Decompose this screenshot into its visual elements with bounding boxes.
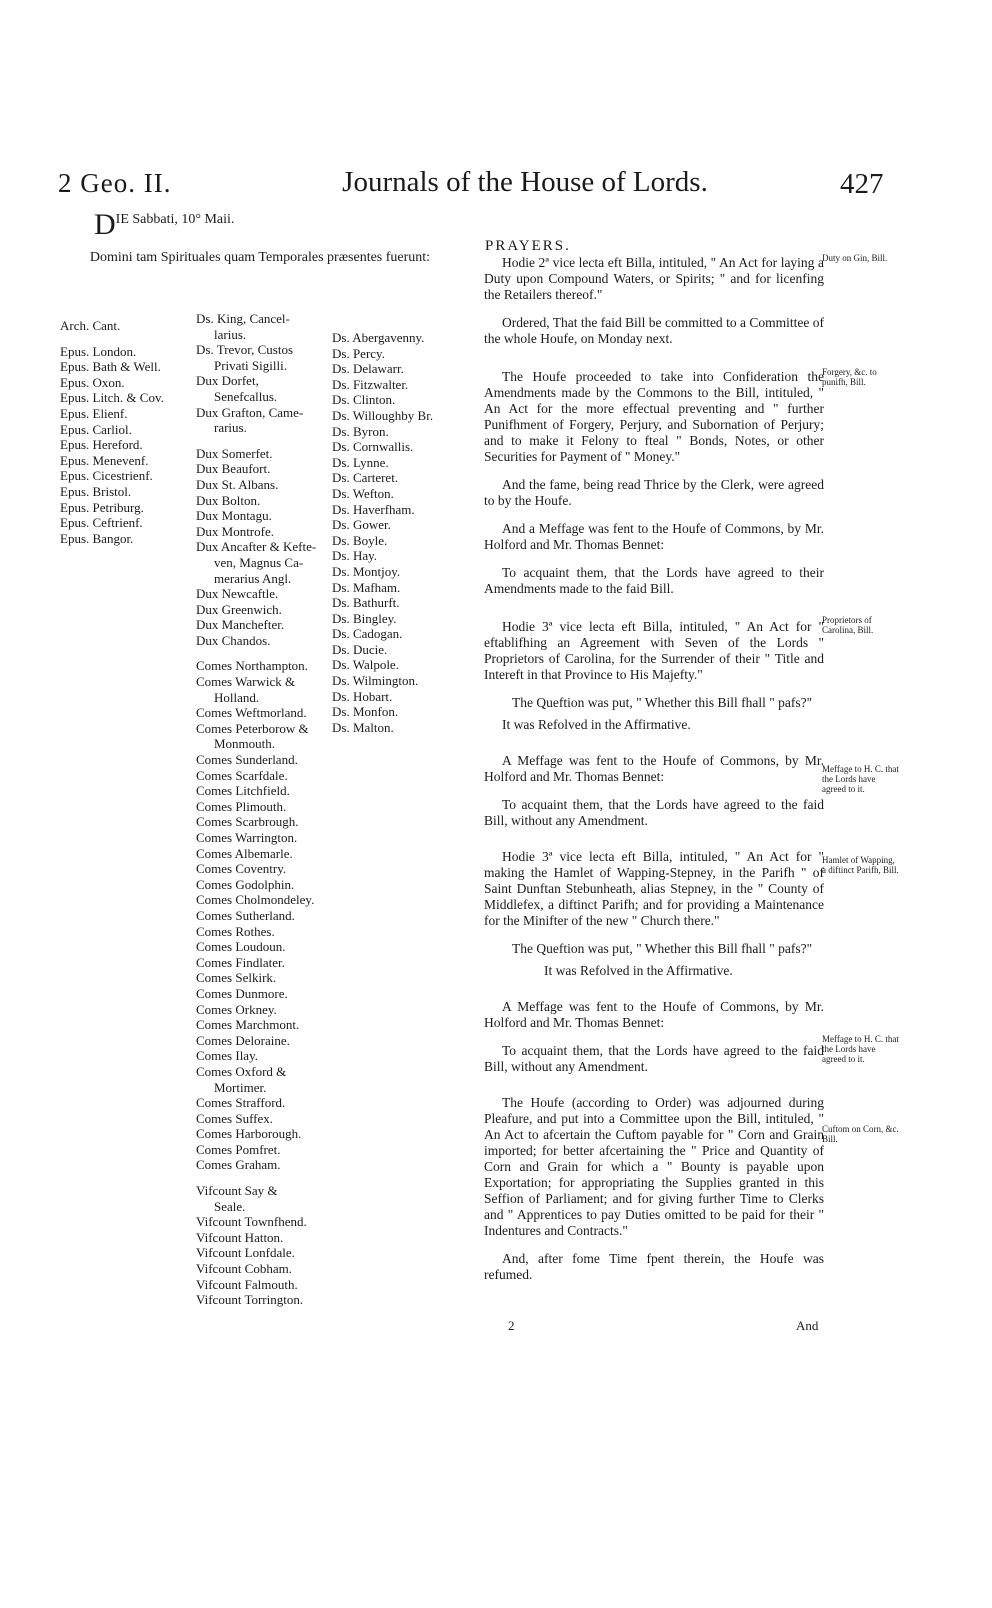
attendee-entry: Comes Cholmondeley. xyxy=(196,892,315,908)
entry-paragraph: To acquaint them, that the Lords have agreed to the faid Bill, without any Amendment. xyxy=(484,1043,824,1074)
attendee-entry: Comes Northampton. xyxy=(196,658,308,674)
attendee-entry: Comes Warwick & xyxy=(196,674,296,690)
entry-paragraph: And a Meffage was fent to the Houfe of Commons, by Mr. Holford and Mr. Thomas Bennet: xyxy=(484,521,824,552)
attendee-entry: larius. xyxy=(214,326,247,342)
attendee-entry: Ds. Carteret. xyxy=(332,470,399,486)
attendee-entry: Comes Plimouth. xyxy=(196,798,287,814)
entry-paragraph: To acquaint them, that the Lords have agreed to the faid Bill, without any Amendment. xyxy=(484,797,824,828)
attendee-entry: Comes Litchfield. xyxy=(196,783,290,799)
attendee-entry: Dux Ancafter & Kefte- xyxy=(196,539,317,555)
attendee-entry: Arch. Cant. xyxy=(60,318,121,333)
attendee-entry: Ds. Trevor, Custos xyxy=(196,342,294,358)
resolution-line: It was Refolved in the Affirmative. xyxy=(544,963,733,978)
attendee-entry: Ds. Mafham. xyxy=(332,579,401,595)
attendee-entry: Ds. Walpole. xyxy=(332,657,399,673)
attendee-entry: Dux Dorfet, xyxy=(196,373,259,389)
attendee-entry: Ds. Malton. xyxy=(332,719,394,735)
attendee-entry: Monmouth. xyxy=(214,736,276,752)
margin-note: Proprietors of Carolina, Bill. xyxy=(822,615,874,635)
attendee-entry: merarius Angl. xyxy=(214,570,292,586)
attendee-entry: Dux Manchefter. xyxy=(196,617,285,633)
attendee-entry: Comes Albemarle. xyxy=(196,845,293,861)
attendee-entry: Ds. Lynne. xyxy=(332,454,389,470)
attendee-entry: Mortimer. xyxy=(214,1079,267,1095)
attendee-entry: Epus. Elienf. xyxy=(60,405,128,421)
attendee-entry: Comes Coventry. xyxy=(196,861,287,877)
list-spacer xyxy=(60,334,200,344)
sitting-date-text: IE Sabbati, 10° Maii. xyxy=(115,212,235,227)
attendee-entry: Comes Strafford. xyxy=(196,1095,286,1111)
attendee-entry: Vifcount Lonfdale. xyxy=(196,1245,295,1261)
attendee-entry: Vifcount Townfhend. xyxy=(196,1214,307,1230)
attendee-entry: Seale. xyxy=(214,1198,246,1214)
attendee-entry: Comes Graham. xyxy=(196,1157,281,1173)
list-spacer xyxy=(196,648,336,658)
attendee-entry: Vifcount Say & xyxy=(196,1183,278,1199)
attendee-entry: Comes Sunderland. xyxy=(196,752,298,768)
margin-note: Meffage to H. C. that the Lords have agreed to it. xyxy=(822,764,899,794)
attendee-entry: Ds. Hobart. xyxy=(332,688,393,704)
margin-note: Hamlet of Wapping, a diftinct Parifh, Bill. xyxy=(822,855,899,875)
attendee-entry: Epus. Petriburg. xyxy=(60,499,144,515)
attendee-entry: Ds. Bathurft. xyxy=(332,595,400,611)
attendee-entry: Comes Harborough. xyxy=(196,1126,302,1142)
attendee-entry: Dux Chandos. xyxy=(196,632,271,648)
attendee-entry: Ds. Delawarr. xyxy=(332,361,404,377)
attendee-entry: Vifcount Cobham. xyxy=(196,1261,292,1277)
margin-note: Forgery, &c. to punifh, Bill. xyxy=(822,367,877,387)
attendee-entry: Comes Marchmont. xyxy=(196,1017,300,1033)
resolution-line: It was Refolved in the Affirmative. xyxy=(502,717,691,732)
attendee-entry: Comes Weftmorland. xyxy=(196,705,307,721)
attendee-entry: Dux Montagu. xyxy=(196,508,272,524)
attendance-column-barons xyxy=(332,330,472,735)
attendee-entry: Epus. Carliol. xyxy=(60,421,132,437)
sitting-date xyxy=(94,208,235,241)
journal-entries xyxy=(484,255,824,1295)
question-line: The Queftion was put, " Whether this Bill fhall " pafs?" xyxy=(512,941,813,956)
attendee-entry: Comes Scarbrough. xyxy=(196,814,299,830)
attendance-column-bishops xyxy=(60,318,200,546)
question-line: The Queftion was put, " Whether this Bill fhall " pafs?" xyxy=(512,695,813,710)
attendee-entry: Ds. Wilmington. xyxy=(332,673,419,689)
attendee-entry: Dux Beaufort. xyxy=(196,461,271,477)
entry-paragraph: To acquaint them, that the Lords have agreed to their Amendments made to the faid Bill. xyxy=(484,565,824,596)
attendee-entry: Ds. Fitzwalter. xyxy=(332,376,409,392)
attendee-entry: Epus. Cicestrienf. xyxy=(60,468,153,484)
attendee-entry: Ds. Wefton. xyxy=(332,485,394,501)
attendee-entry: Epus. Hereford. xyxy=(60,437,143,453)
catchword: And xyxy=(796,1318,819,1333)
attendee-entry: Ds. Willoughby Br. xyxy=(332,407,434,423)
attendee-entry: Comes Pomfret. xyxy=(196,1141,281,1157)
attendee-entry: Ds. King, Cancel- xyxy=(196,311,290,326)
attendee-entry: Comes Warrington. xyxy=(196,830,298,845)
attendee-entry: Vifcount Torrington. xyxy=(196,1292,304,1308)
attendee-entry: Ds. Monfon. xyxy=(332,704,399,720)
attendee-entry: Holland. xyxy=(214,689,260,705)
attendee-entry: Vifcount Hatton. xyxy=(196,1229,284,1245)
margin-note: Duty on Gin, Bill. xyxy=(822,253,888,263)
attendee-entry: Comes Rothes. xyxy=(196,923,275,939)
attendee-entry: Comes Dunmore. xyxy=(196,985,288,1001)
attendee-entry: Comes Orkney. xyxy=(196,1001,277,1017)
attendee-entry: Ds. Percy. xyxy=(332,345,385,361)
attendee-entry: Comes Deloraine. xyxy=(196,1032,290,1048)
entry-paragraph: The Houfe (according to Order) was adjourned during Pleafure, and put into a Committee upon the Bill, intituled, " An Act to afcertain the Cuftom payable for " Corn and Grain imported; for better afcertaining the " Price and Quantity of Corn and Grain for which a " Bounty is payable upon Exportation; for appropriating the Supplies granted in this Seffion of Parliament; and for giving further Time to Clerks and " Apprentices to pay Duties omitted to be paid for their " Indentures and Contracts." xyxy=(484,1095,824,1238)
running-head-title: Journals of the House of Lords. xyxy=(342,166,708,198)
attendee-entry: Epus. London. xyxy=(60,343,137,359)
attendee-entry: Dux St. Albans. xyxy=(196,476,279,492)
entry-paragraph: Hodie 3ª vice lecta eft Billa, intituled, " An Act for " eftablifhing an Agreement with Seven of the Lords " Proprietors of Carolina, for the Surrender of their " Title and Intereft in that Province to His Majefty." xyxy=(484,619,824,682)
running-head-regnal-year: 2 Geo. II. xyxy=(58,168,172,198)
list-spacer xyxy=(196,436,336,446)
attendee-entry: Ds. Clinton. xyxy=(332,392,396,408)
attendee-entry: Dux Somerfet. xyxy=(196,445,273,461)
attendee-entry: Comes Scarfdale. xyxy=(196,767,288,783)
entry-paragraph: Ordered, That the faid Bill be committed to a Committee of the whole Houfe, on Monday next. xyxy=(484,315,824,346)
attendee-entry: Dux Newcaftle. xyxy=(196,586,279,602)
attendee-entry: Senefcallus. xyxy=(214,388,278,404)
attendee-entry: ven, Magnus Ca- xyxy=(214,554,304,570)
attendee-entry: Epus. Oxon. xyxy=(60,374,125,390)
attendee-entry: Comes Peterborow & xyxy=(196,720,309,736)
attendance-column-peers xyxy=(196,311,336,1308)
attendee-entry: Ds. Montjoy. xyxy=(332,563,401,579)
attendee-entry: Ds. Haverfham. xyxy=(332,501,415,517)
attendee-entry: Epus. Bristol. xyxy=(60,483,132,499)
attendee-entry: Ds. Boyle. xyxy=(332,532,388,548)
attendee-entry: Ds. Ducie. xyxy=(332,641,388,657)
attendee-entry: rarius. xyxy=(214,420,247,436)
attendee-entry: Comes Findlater. xyxy=(196,954,285,970)
attendee-entry: Vifcount Falmouth. xyxy=(196,1276,298,1292)
attendee-entry: Epus. Menevenf. xyxy=(60,452,149,468)
attendee-entry: Dux Montrofe. xyxy=(196,523,274,539)
attendee-entry: Epus. Litch. & Cov. xyxy=(60,390,164,406)
attendee-entry: Epus. Ceftrienf. xyxy=(60,515,143,531)
drop-cap: D xyxy=(94,208,116,241)
attendee-entry: Ds. Byron. xyxy=(332,423,389,439)
attendee-entry: Ds. Abergavenny. xyxy=(332,330,425,345)
attendee-entry: Dux Greenwich. xyxy=(196,601,282,617)
entry-paragraph: And the fame, being read Thrice by the Clerk, were agreed to by the Houfe. xyxy=(484,477,824,508)
margin-note: Meffage to H. C. that the Lords have agreed to it. xyxy=(822,1034,899,1064)
entry-paragraph: And, after fome Time fpent therein, the Houfe was refumed. xyxy=(484,1251,824,1282)
attendee-entry: Ds. Gower. xyxy=(332,517,391,533)
page-number: 427 xyxy=(840,168,884,200)
signature-mark: 2 xyxy=(508,1318,515,1333)
attendee-entry: Comes Suffex. xyxy=(196,1110,274,1126)
entry-paragraph: A Meffage was fent to the Houfe of Commons, by Mr. Holford and Mr. Thomas Bennet: xyxy=(484,753,824,784)
attendee-entry: Epus. Bath & Well. xyxy=(60,359,161,375)
list-spacer xyxy=(196,1173,336,1183)
attendee-entry: Ds. Cornwallis. xyxy=(332,439,414,455)
attendee-entry: Comes Sutherland. xyxy=(196,907,295,923)
attendee-entry: Privati Sigilli. xyxy=(214,357,287,373)
entry-paragraph: Hodie 3ª vice lecta eft Billa, intituled, " An Act for " making the Hamlet of Wapping-Stepney, in the Parifh " of Saint Dunftan Stebunheath, alias Stepney, in the " County of Middlefex, a diftinct Parifh; and for providing a Maintenance for the Minifter of the new " Church there." xyxy=(484,849,824,928)
attendee-entry: Comes Selkirk. xyxy=(196,970,277,986)
entry-paragraph: The Houfe proceeded to take into Confideration the Amendments made by the Commons to the Bill, intituled, " An Act for the more effectual preventing and " further Punifhment of Forgery, Perjury, and Subornation of Perjury; and to make it Felony to fteal " Bonds, Notes, or other Securities for Payment of " Money." xyxy=(484,369,824,464)
attendee-entry: Ds. Hay. xyxy=(332,548,378,564)
attendee-entry: Dux Bolton. xyxy=(196,492,261,508)
attendee-entry: Comes Ilay. xyxy=(196,1048,258,1064)
attendee-entry: Comes Godolphin. xyxy=(196,876,295,892)
margin-note: Cuftom on Corn, &c. Bill. xyxy=(822,1124,899,1144)
attendee-entry: Comes Loudoun. xyxy=(196,939,286,955)
attendance-heading: Domini tam Spirituales quam Temporales præsentes fuerunt: xyxy=(89,250,431,265)
attendee-entry: Comes Oxford & xyxy=(196,1063,287,1079)
attendee-entry: Dux Grafton, Came- xyxy=(196,404,304,420)
entry-paragraph: A Meffage was fent to the Houfe of Commons, by Mr. Holford and Mr. Thomas Bennet: xyxy=(484,999,824,1030)
attendee-entry: Ds. Bingley. xyxy=(332,610,397,626)
prayers-heading: PRAYERS. xyxy=(485,238,571,254)
entry-paragraph: Hodie 2ª vice lecta eft Billa, intituled, " An Act for laying a Duty upon Compound Waters, or Spirits; " and for licenfing the Retailers thereof." xyxy=(484,255,824,302)
attendee-entry: Ds. Cadogan. xyxy=(332,626,403,642)
attendee-entry: Epus. Bangor. xyxy=(60,530,134,546)
